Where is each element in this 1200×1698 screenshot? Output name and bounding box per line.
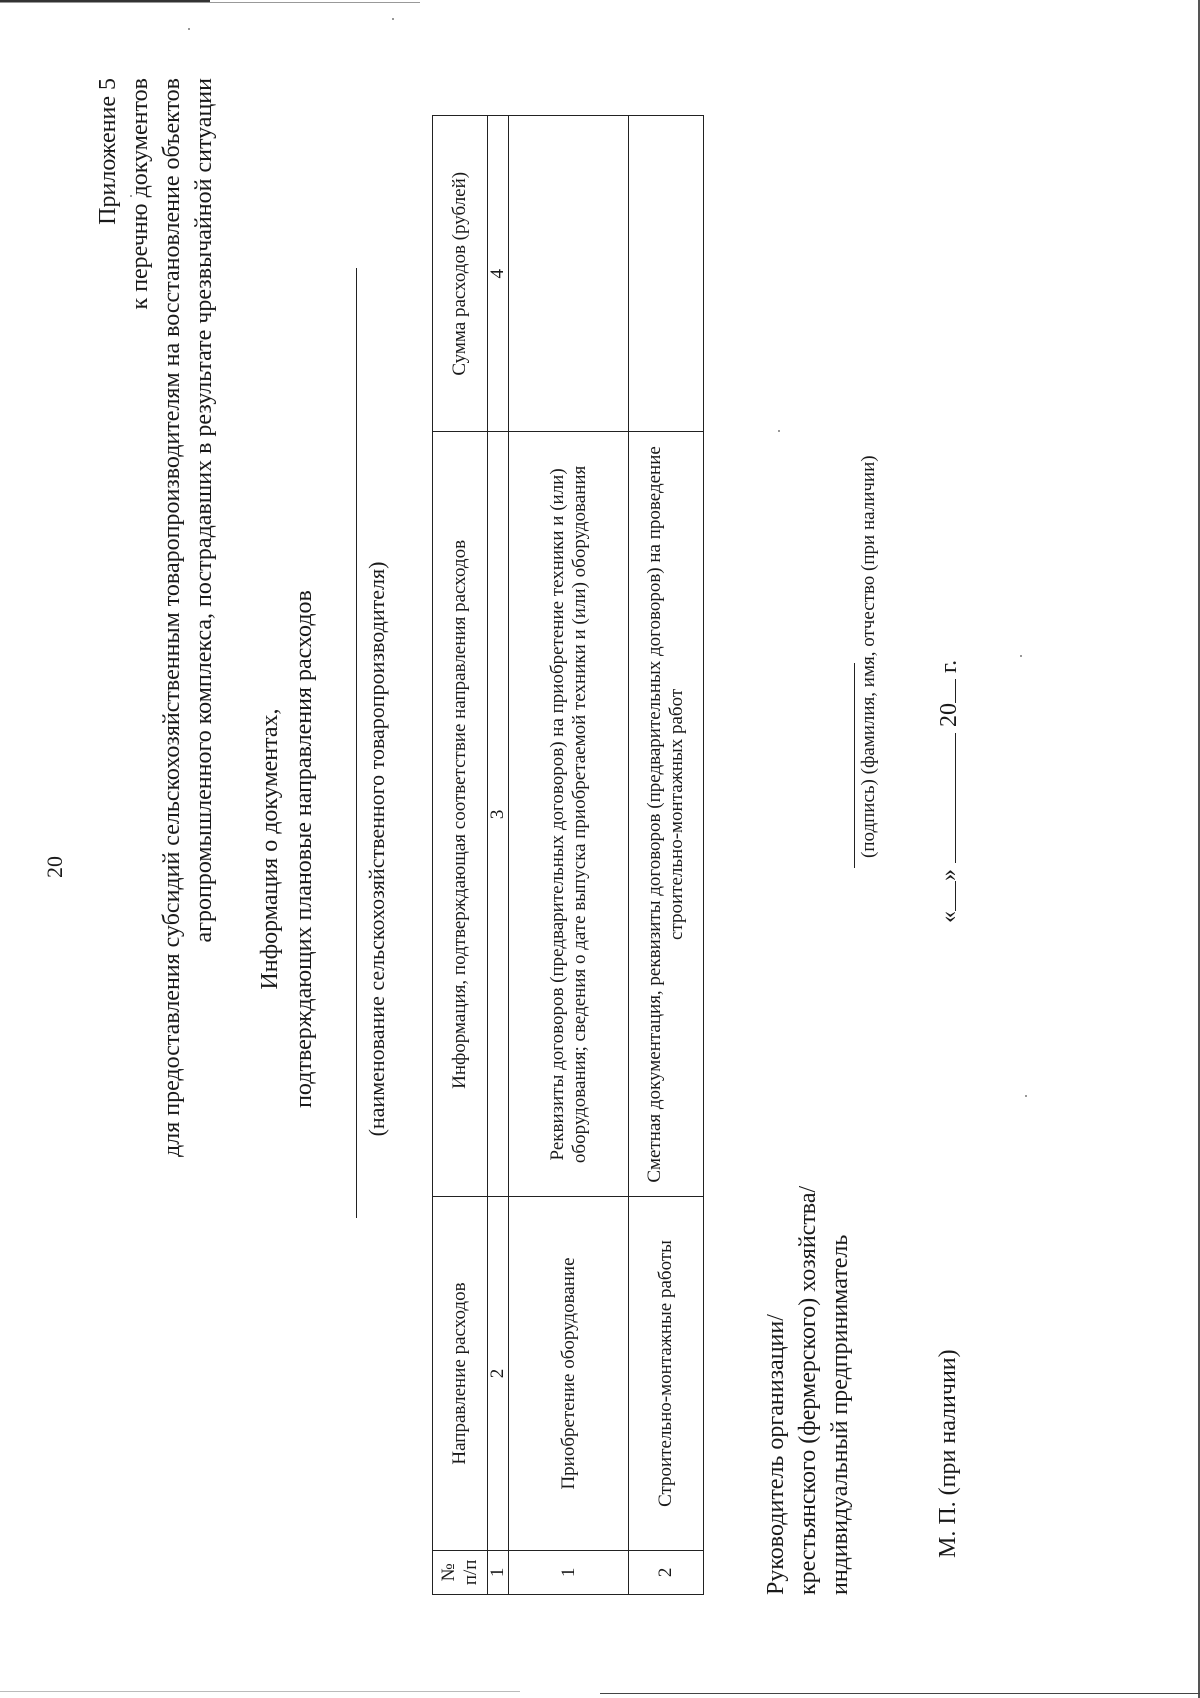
signature-blank-line[interactable]: [854, 663, 855, 868]
column-number-cell: 1: [488, 1550, 509, 1594]
date-year-blank[interactable]: [935, 679, 956, 703]
document-title: Информация о документах,: [257, 708, 283, 990]
header-cell-info: Информация, подтверждающая соответствие направления расходов: [433, 432, 488, 1197]
org-name-blank-line: [356, 268, 357, 1218]
date-day-blank[interactable]: [935, 881, 956, 911]
org-name-caption: (наименование сельскохозяйственного товаропроизводителя): [364, 561, 389, 1137]
header-cell-sum: Сумма расходов (рублей): [433, 116, 488, 433]
column-number-cell: 2: [488, 1197, 509, 1550]
date-field: [935, 660, 963, 923]
row-info-cell: Сметная документация, реквизиты договоров (предварительных договоров) на проведение строительно-монтажных работ: [629, 432, 704, 1197]
page-number: 20: [42, 856, 67, 878]
column-number-cell: 4: [488, 116, 509, 433]
row-direction-cell: Приобретение оборудование: [509, 1197, 629, 1550]
stamp-placeholder: М. П. (при наличии): [935, 1349, 961, 1558]
row-info-cell: Реквизиты договоров (предварительных договоров) на приобретение техники и (или) оборудования; сведения о дате выпуска приобретаемой техники и (или) оборудования: [509, 432, 629, 1197]
signer-label-line: крестьянского (фермерского) хозяйства/: [795, 1185, 821, 1595]
table-header-row: [433, 116, 488, 1595]
appendix-line: агропромышленного комплекса, пострадавших в результате чрезвычайной ситуации: [191, 78, 217, 943]
expenses-table: [432, 115, 704, 1595]
row-number-cell: 2: [629, 1550, 704, 1594]
signer-label-line: индивидуальный предприниматель: [827, 1234, 853, 1595]
date-century: 20: [936, 703, 962, 727]
date-year-suffix: г.: [936, 659, 962, 673]
row-sum-cell[interactable]: [509, 116, 629, 433]
date-close-quote: »: [936, 869, 962, 881]
row-direction-cell: Строительно-монтажные работы: [629, 1197, 704, 1550]
header-cell-number: № п/п: [433, 1550, 488, 1594]
appendix-title: Приложение 5: [95, 78, 121, 225]
appendix-line: к перечню документов: [127, 78, 153, 310]
row-sum-cell[interactable]: [629, 116, 704, 433]
header-cell-direction: Направление расходов: [433, 1197, 488, 1550]
table-row: [629, 116, 704, 1595]
date-month-blank[interactable]: [935, 733, 956, 863]
column-number-cell: 3: [488, 432, 509, 1197]
signature-caption: (подпись) (фамилия, имя, отчество (при наличии): [858, 455, 879, 858]
signer-label-line: Руководитель организации/: [763, 1314, 789, 1595]
date-open-quote: «: [936, 911, 962, 923]
column-number-row: [488, 116, 509, 1595]
row-number-cell: 1: [509, 1550, 629, 1594]
table-row: [509, 116, 629, 1595]
appendix-line: для предоставления субсидий сельскохозяйственным товаропроизводителям на восстановление объектов: [159, 78, 185, 1157]
document-subtitle: подтверждающих плановые направления расходов: [291, 590, 317, 1108]
